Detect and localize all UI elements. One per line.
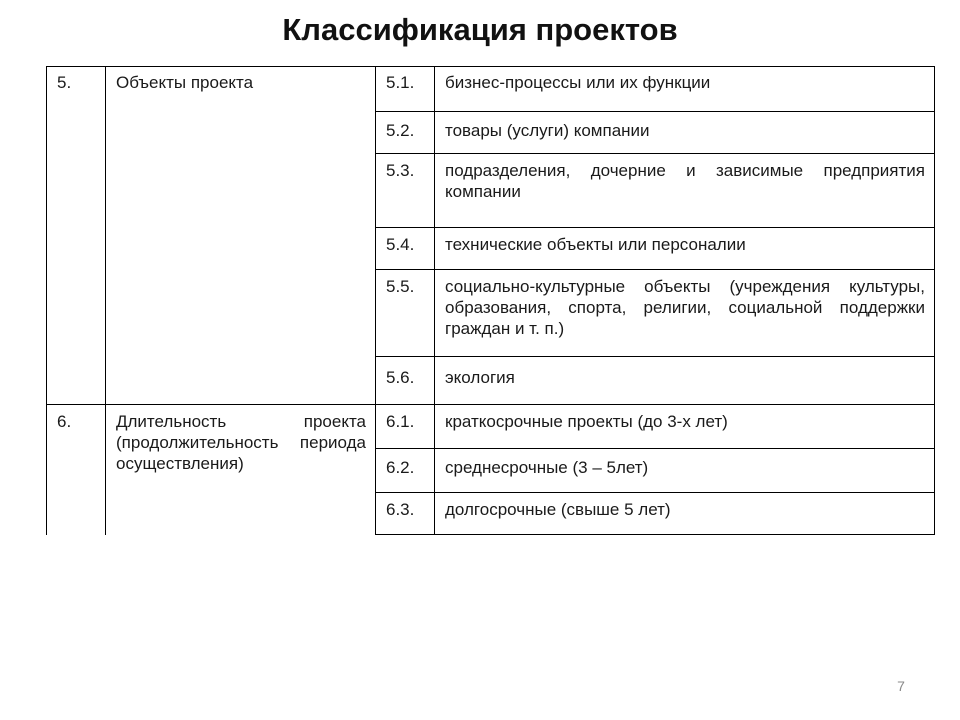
table-row — [47, 405, 935, 449]
item-code: 6.3. — [376, 493, 435, 535]
item-code: 5.1. — [376, 67, 435, 112]
item-code: 5.4. — [376, 228, 435, 270]
page-title: Классификация проектов — [282, 12, 678, 47]
item-code: 5.2. — [376, 112, 435, 154]
classification-table — [46, 66, 935, 535]
group-name: Объекты проекта — [106, 67, 376, 405]
item-text: долгосрочные (свыше 5 лет) — [435, 493, 935, 535]
item-text: бизнес-процессы или их функции — [435, 67, 935, 112]
item-text: подразделения, дочерние и зависимые предприятия компании — [435, 154, 935, 228]
item-code: 5.6. — [376, 357, 435, 405]
item-text: краткосрочные проекты (до 3-х лет) — [435, 405, 935, 449]
item-code: 6.1. — [376, 405, 435, 449]
item-code: 5.5. — [376, 270, 435, 357]
item-text: экология — [435, 357, 935, 405]
group-number: 5. — [47, 67, 106, 405]
classification-table-container — [46, 66, 934, 535]
item-code: 5.3. — [376, 154, 435, 228]
item-text: социально-культурные объекты (учреждения культуры, образования, спорта, религии, социальной поддержки граждан и т. п.) — [435, 270, 935, 357]
item-text: технические объекты или персоналии — [435, 228, 935, 270]
group-name: Длительность проекта (продолжительность периода осуществления) — [106, 405, 376, 535]
group-number: 6. — [47, 405, 106, 535]
item-text: среднесрочные (3 – 5лет) — [435, 449, 935, 493]
item-code: 6.2. — [376, 449, 435, 493]
page-number: 7 — [897, 678, 905, 694]
table-row — [47, 67, 935, 112]
item-text: товары (услуги) компании — [435, 112, 935, 154]
